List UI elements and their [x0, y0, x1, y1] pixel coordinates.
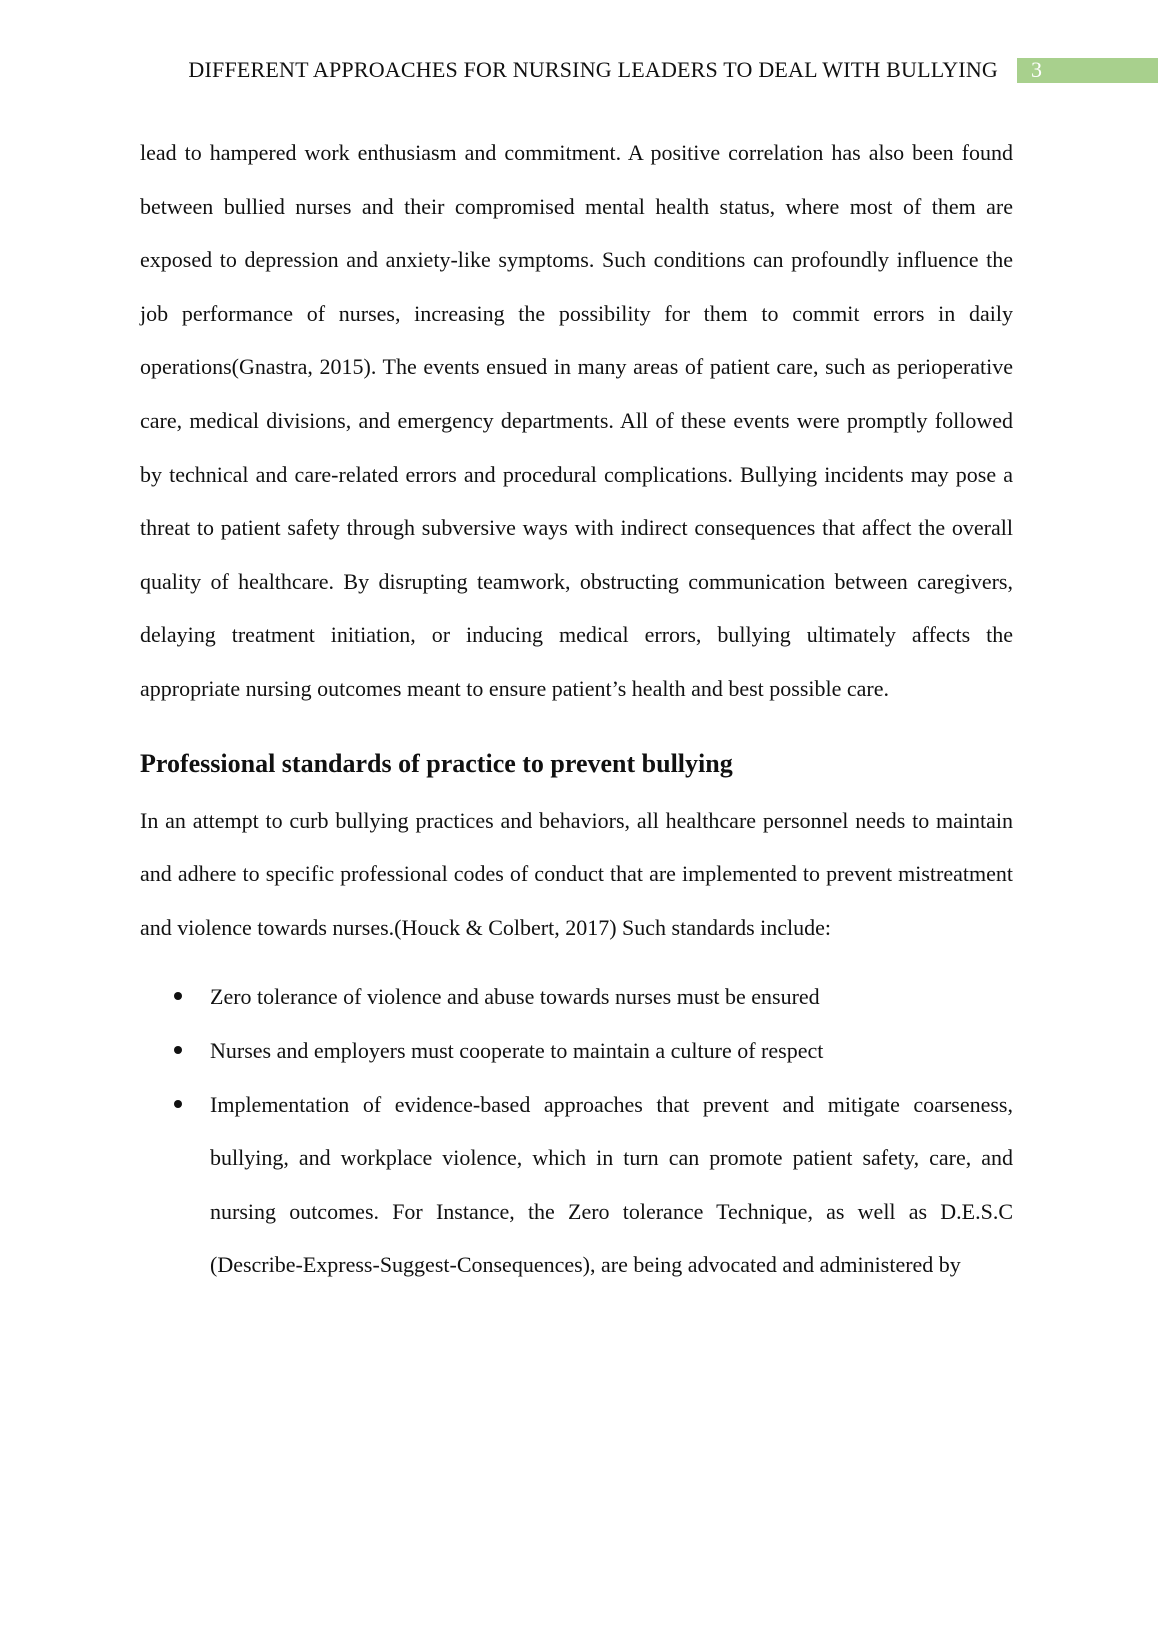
list-item — [140, 970, 1013, 1024]
list-item-text: Nurses and employers must cooperate to maintain a culture of respect — [210, 1037, 824, 1063]
list-item-text: Zero tolerance of violence and abuse towards nurses must be ensured — [210, 984, 820, 1010]
section-heading: Professional standards of practice to prevent bullying — [140, 748, 733, 778]
running-header — [0, 56, 1158, 84]
body-paragraph-1: lead to hampered work enthusiasm and commitment. A positive correlation has also been found between bullied nurses and their compromised mental health status, where most of them are exposed to depression and anxiety-like symptoms. Such conditions can profoundly influence the job performance of nurses, increasing the possibility for them to commit errors in daily operations(Gnastra, 2015). The events ensued in many areas of patient care, such as perioperative care, medical divisions, and emergency departments. All of these events were promptly followed by technical and care-related errors and procedural complications. Bullying incidents may pose a threat to patient safety through subversive ways with indirect consequences that affect the overall quality of healthcare. By disrupting teamwork, obstructing communication between caregivers, delaying treatment initiation, or inducing medical errors, bullying ultimately affects the appropriate nursing outcomes meant to ensure patient’s health and best possible care. — [140, 140, 1013, 701]
list-item — [140, 1078, 1013, 1292]
page-number-box — [1017, 58, 1158, 83]
page-content — [140, 126, 1013, 1292]
list-item-text: Implementation of evidence-based approaches that prevent and mitigate coarseness, bullying, and workplace violence, which in turn can promote patient safety, care, and nursing outcomes. For Instance, the Zero tolerance Technique, as well as D.E.S.C (Describe-Express-Suggest-Consequences), are being advocated and administered by — [210, 1091, 1013, 1278]
bullet-icon — [174, 1100, 182, 1108]
header-title: DIFFERENT APPROACHES FOR NURSING LEADERS TO DEAL WITH BULLYING — [188, 57, 998, 82]
standards-list — [140, 970, 1013, 1292]
bullet-icon — [174, 992, 182, 1000]
list-item — [140, 1024, 1013, 1078]
bullet-icon — [174, 1046, 182, 1054]
page-number: 3 — [1031, 57, 1042, 82]
body-paragraph-2: In an attempt to curb bullying practices and behaviors, all healthcare personnel needs to maintain and adhere to specific professional codes of conduct that are implemented to prevent mistreatment and violence towards nurses.(Houck & Colbert, 2017) Such standards include: — [140, 807, 1013, 940]
